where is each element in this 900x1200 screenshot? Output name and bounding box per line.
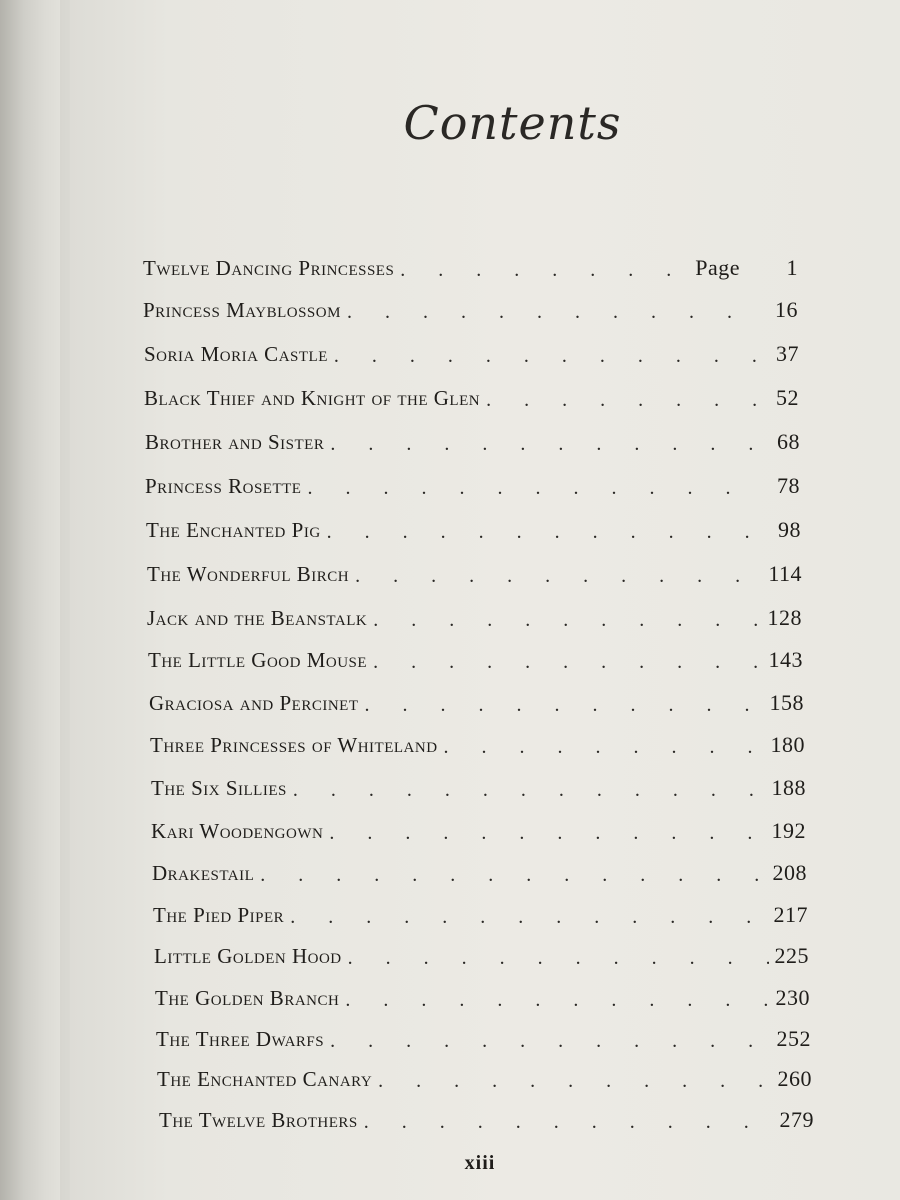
dot-leader <box>355 565 762 588</box>
toc-entry-title: Three Princesses of Whiteland <box>150 732 438 757</box>
dot-leader <box>347 301 758 324</box>
toc-entry-title: The Enchanted Pig <box>146 517 321 542</box>
toc-entry-page: 225 <box>774 943 809 968</box>
dot-leader <box>373 609 761 632</box>
toc-entry-page: 230 <box>775 985 810 1010</box>
dot-leader <box>327 521 761 544</box>
toc-entry <box>150 729 805 761</box>
toc-entry <box>155 982 810 1014</box>
dot-leader <box>348 947 769 970</box>
toc-entry-page: 188 <box>771 775 806 800</box>
dot-leader <box>444 736 765 759</box>
toc-entry-title: Drakestail <box>152 860 255 885</box>
toc-entry-page: 192 <box>771 818 806 843</box>
toc-entry-page: 128 <box>767 605 802 630</box>
dot-leader <box>290 906 767 929</box>
toc-entry-page: 208 <box>772 860 807 885</box>
dot-leader <box>307 477 760 500</box>
dot-leader <box>293 779 766 802</box>
toc-entry-title: Little Golden Hood <box>154 943 342 968</box>
page-label: Page <box>695 255 740 280</box>
toc-entry <box>148 644 803 676</box>
toc-entry <box>151 815 806 847</box>
dot-leader <box>330 433 760 456</box>
toc-entry <box>154 940 809 972</box>
toc-entry-title: Brother and Sister <box>145 429 325 454</box>
toc-entry-page: 252 <box>776 1026 811 1051</box>
toc-entry-title: Graciosa and Percinet <box>149 690 359 715</box>
dot-leader <box>378 1070 771 1093</box>
toc-entry-title: Kari Woodengown <box>151 818 324 843</box>
dot-leader <box>260 864 766 887</box>
page-number-footer: xiii <box>464 1152 496 1174</box>
toc-entry <box>147 558 802 590</box>
toc-entry-page: 68 <box>777 429 800 454</box>
toc-entry <box>147 602 802 634</box>
toc-entry-title: Twelve Dancing Princesses <box>143 255 395 280</box>
toc-entry-title: The Three Dwarfs <box>156 1026 325 1051</box>
dot-leader <box>486 389 759 412</box>
dot-leader <box>365 694 764 717</box>
toc-entry <box>151 772 806 804</box>
toc-entry-page: 98 <box>778 517 801 542</box>
toc-entry-title: Jack and the Beanstalk <box>147 605 368 630</box>
toc-entry-page: 1 <box>786 255 798 280</box>
toc-entry-page: 217 <box>773 902 808 927</box>
toc-entry <box>153 899 808 931</box>
toc-entry <box>146 514 801 546</box>
toc-entry-title: Black Thief and Knight of the Glen <box>144 385 481 410</box>
toc-entry-page: 37 <box>776 341 799 366</box>
toc-entry <box>149 687 804 719</box>
dot-leader <box>330 1030 770 1053</box>
contents-heading: Contents <box>403 96 622 150</box>
dot-leader <box>400 259 689 282</box>
toc-entry-title: Princess Mayblossom <box>143 297 341 322</box>
toc-entry-title: Princess Rosette <box>145 473 302 498</box>
toc-entry-page: 260 <box>777 1066 812 1091</box>
toc-entry-page: 143 <box>768 647 803 672</box>
toc-entry <box>143 294 798 326</box>
toc-entry-title: The Golden Branch <box>155 985 340 1010</box>
dot-leader <box>364 1111 774 1134</box>
toc-entry-page: 158 <box>769 690 804 715</box>
toc-entry <box>157 1063 812 1095</box>
toc-entry-title: The Enchanted Canary <box>157 1066 373 1091</box>
toc-entry-page: 16 <box>775 297 798 322</box>
toc-entry-title: The Wonderful Birch <box>147 561 350 586</box>
toc-entry <box>143 252 798 284</box>
dot-leader <box>334 345 759 368</box>
toc-entry <box>159 1104 814 1136</box>
toc-entry-title: The Little Good Mouse <box>148 647 368 672</box>
toc-entry-page: 114 <box>768 561 802 586</box>
dot-leader <box>373 651 762 674</box>
toc-entry-title: The Pied Piper <box>153 902 285 927</box>
dot-leader <box>345 989 769 1012</box>
toc-entry-page: 180 <box>770 732 805 757</box>
toc-entry <box>156 1023 811 1055</box>
toc-entry <box>144 382 799 414</box>
toc-entry <box>152 857 807 889</box>
toc-entry-page: 78 <box>777 473 800 498</box>
toc-entry <box>145 426 800 458</box>
toc-entry <box>145 470 800 502</box>
toc-entry <box>144 338 799 370</box>
toc-entry-title: Soria Moria Castle <box>144 341 328 366</box>
toc-entry-page: 52 <box>776 385 799 410</box>
toc-entry-title: The Six Sillies <box>151 775 287 800</box>
toc-entry-page: 279 <box>779 1107 814 1132</box>
toc-entry-title: The Twelve Brothers <box>159 1107 358 1132</box>
dot-leader <box>329 822 765 845</box>
